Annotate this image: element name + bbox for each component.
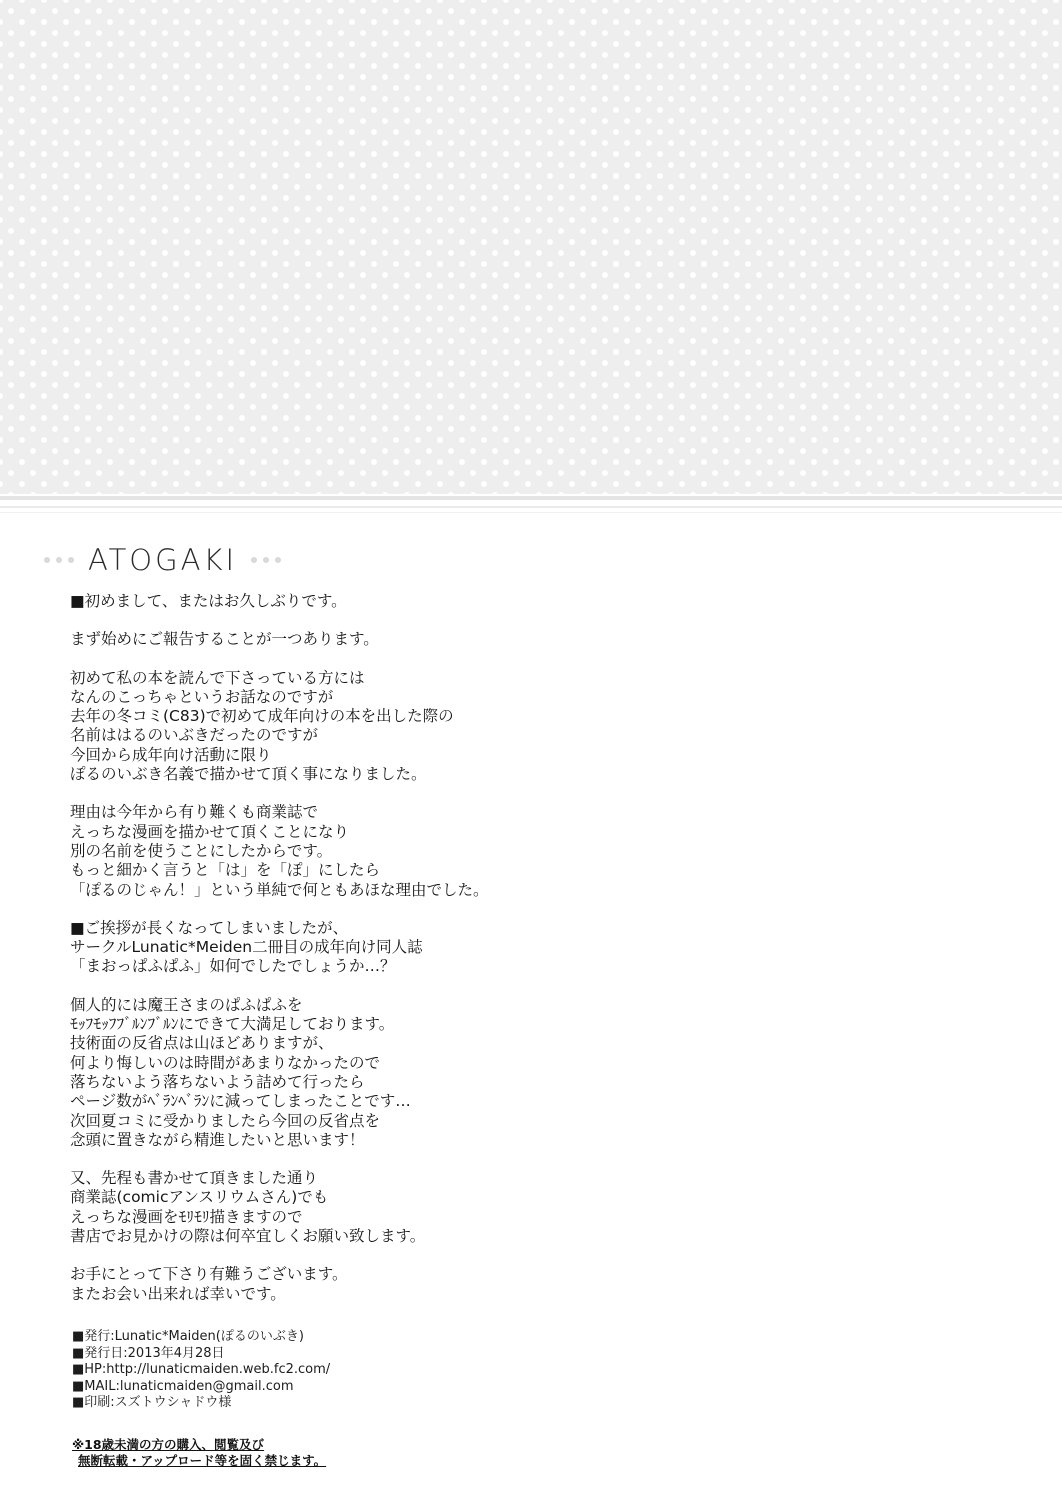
text-line: ページ数がﾍﾞﾗﾝﾍﾞﾗﾝに減ってしまったことです… [70,1092,411,1111]
text-line: ぽるのいぶき名義で描かせて頂く事になりました。 [70,765,427,784]
text-line: サークルLunatic*Meiden二冊目の成年向け同人誌 [70,938,423,957]
afterword-body [70,592,670,1323]
text-line: 理由は今年から有り難くも商業誌で [70,803,319,822]
text-line: 「ぽるのじゃん！」という単純で何ともあほな理由でした。 [70,880,489,899]
divider-line [0,512,1062,513]
notice-line: ※18歳未満の方の購入、閲覧及び [72,1437,265,1452]
text-line: ■ご挨拶が長くなってしまいましたが、 [70,918,349,937]
paragraph [70,919,670,977]
paragraph [70,592,670,611]
colophon-printer: ■印刷:スズトウシャドウ様 [72,1395,232,1410]
text-line: 何より悔しいのは時間があまりなかったので [70,1053,381,1072]
dot-ornament-right [251,557,281,563]
colophon-homepage: ■HP:http://lunaticmaiden.web.fc2.com/ [72,1362,331,1377]
text-line: 別の名前を使うことにしたからです。 [70,841,333,860]
text-line: えっちな漫画を描かせて頂くことになり [70,822,350,841]
colophon [72,1329,492,1412]
dot-ornament-left [44,557,74,563]
text-line: 商業誌(comicアンスリウムさん)でも [70,1188,329,1207]
paragraph [70,1169,670,1246]
text-line: 念頭に置きながら精進したいと思います！ [70,1130,365,1149]
divider-line [0,496,1062,500]
text-line: またお会い出来れば幸いです。 [70,1284,286,1303]
text-line: まず始めにご報告することが一つあります。 [70,630,379,649]
paragraph [70,669,670,785]
text-line: 個人的には魔王さまのぱふぱふを [70,995,303,1014]
text-line: 落ちないよう落ちないよう詰めて行ったら [70,1072,365,1091]
text-line: 初めて私の本を読んで下さっている方には [70,668,365,687]
paragraph [70,630,670,649]
text-line: 又、先程も書かせて頂きました通り [70,1169,319,1188]
divider-line [0,506,1062,508]
text-line: 名前ははるのいぶきだったのですが [70,726,319,745]
age-restriction-notice [72,1437,492,1469]
text-line: 技術面の反省点は山ほどありますが、 [70,1034,334,1053]
colophon-publisher: ■発行:Lunatic*Maiden(ぽるのいぶき) [72,1329,304,1344]
polka-dot-header-band [0,0,1062,494]
text-line: 去年の冬コミ(C83)で初めて成年向けの本を出した際の [70,707,454,726]
text-line: お手にとって下さり有難うございます。 [70,1265,348,1284]
colophon-date: ■発行日:2013年4月28日 [72,1345,225,1361]
text-line: 次回夏コミに受かりましたら今回の反省点を [70,1111,381,1130]
text-line: えっちな漫画をﾓﾘﾓﾘ描きますので [70,1207,303,1226]
text-line: ■初めまして、またはお久しぶりです。 [70,592,347,610]
text-line: ﾓｯﾌﾓｯﾌﾌﾞﾙﾝﾌﾞﾙﾝにできて大満足しております。 [70,1015,395,1034]
paragraph [70,803,670,899]
page-title: ATOGAKI [88,543,238,577]
colophon-mail: ■MAIL:lunaticmaiden@gmail.com [72,1378,294,1394]
paragraph [70,996,670,1150]
text-line: もっと細かく言うと「は」を「ぽ」にしたら [70,861,381,880]
notice-line: 無断転載・アップロード等を固く禁じます。 [78,1453,327,1468]
text-line: なんのこっちゃというお話なのですが [70,687,334,706]
text-line: 「まおっぱふぱふ」如何でしたでしょうか…？ [70,957,396,976]
text-line: 書店でお見かけの際は何卒宜しくお願い致します。 [70,1227,426,1246]
text-line: 今回から成年向け活動に限り [70,745,272,764]
paragraph [70,1265,670,1304]
section-heading [44,540,281,580]
